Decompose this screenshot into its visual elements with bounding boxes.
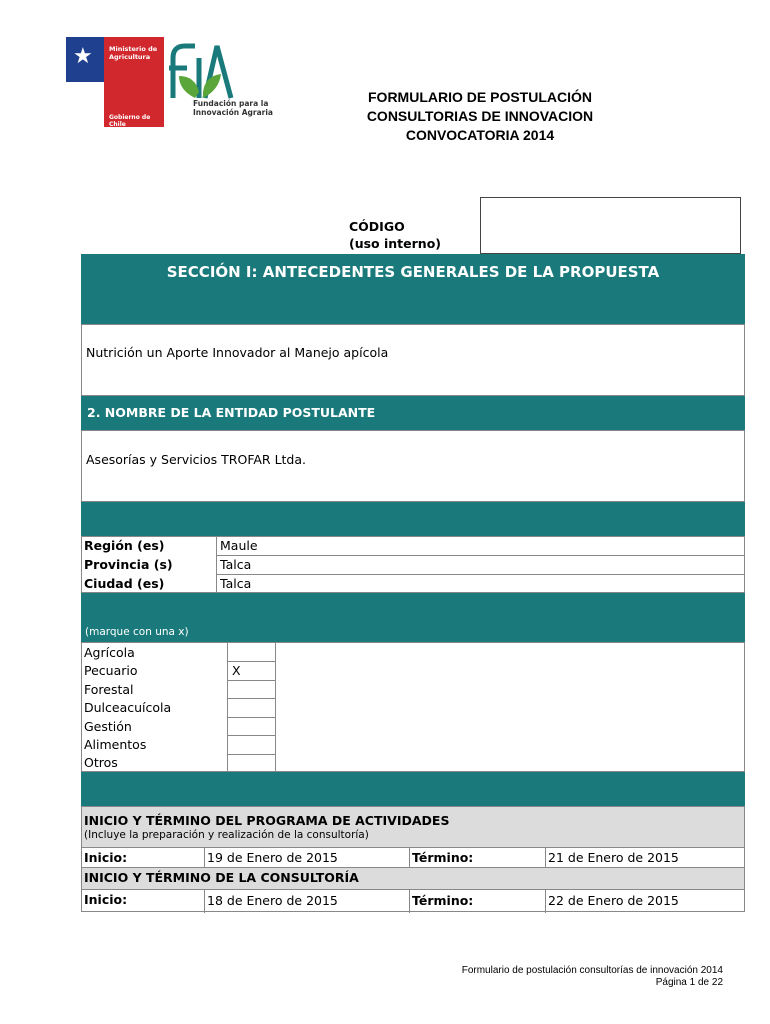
q5-header: 5. FECHAS DE INICIO Y TERMINO DE LA CONSULTORIA DE INNOVACION (81, 772, 745, 806)
consultoria-inicio-value[interactable]: 18 de Enero de 2015 (207, 893, 338, 908)
area-agricola-label: Agrícola (84, 645, 135, 660)
q4-table (81, 642, 745, 772)
program-dates-title: INICIO Y TÉRMINO DEL PROGRAMA DE ACTIVIDADES (84, 813, 450, 828)
q3-header: 3. LUGAR DE REALIZACION DE LA CONSULTORIA (81, 502, 745, 536)
consultoria-termino-value[interactable]: 22 de Enero de 2015 (548, 893, 679, 908)
program-termino-label: Término: (412, 850, 474, 865)
q1-field[interactable]: Nutrición un Aporte Innovador al Manejo apícola (81, 324, 745, 396)
fia-logo (165, 40, 245, 100)
q2-header: 2. NOMBRE DE LA ENTIDAD POSTULANTE (81, 396, 745, 430)
program-termino-value[interactable]: 21 de Enero de 2015 (548, 850, 679, 865)
star-icon: ★ (73, 44, 93, 69)
area-dulceacuicola-label: Dulceacuícola (84, 700, 172, 715)
ministerio-agricultura-logo: ★ Ministerio de Agricultura Gobierno de Chile (66, 37, 164, 127)
provincia-label: Provincia (s) (84, 557, 173, 572)
area-gestion-label: Gestión (84, 719, 132, 734)
area-pecuario-mark[interactable]: X (232, 663, 241, 678)
q3-table (81, 536, 745, 593)
region-value[interactable]: Maule (220, 538, 258, 553)
ciudad-label: Ciudad (es) (84, 576, 165, 591)
page-footer: Formulario de postulación consultorías de innovación 2014 Página 1 de 22 (461, 965, 723, 988)
q5-table: INICIO Y TÉRMINO DEL PROGRAMA DE ACTIVIDADES (Incluye la preparación y realización de la consultoría) Inicio: 19 de Enero de 2015 Término: 21 de Enero de 2015 INICIO Y TÉRMINO DE LA CONSULTORÍA Inicio: 18 de Enero de 2015 Término: 22 de Enero de 2015 (81, 806, 745, 912)
q1-header: 1. NOMBRE DE LA CONSULTORIA DE INNOVACION (81, 290, 745, 324)
codigo-field[interactable] (480, 197, 741, 254)
program-inicio-value[interactable]: 19 de Enero de 2015 (207, 850, 338, 865)
ciudad-value[interactable]: Talca (220, 576, 252, 591)
area-pecuario-label: Pecuario (84, 663, 138, 678)
q2-field[interactable]: Asesorías y Servicios TROFAR Ltda. (81, 430, 745, 502)
codigo-label: CÓDIGO (uso interno) (349, 219, 441, 251)
region-label: Región (es) (84, 538, 165, 553)
consultoria-inicio-label: Inicio: (84, 892, 128, 907)
area-otros-label: Otros (84, 755, 118, 770)
form-title: FORMULARIO DE POSTULACIÓN CONSULTORIAS DE INNOVACION CONVOCATORIA 2014 (366, 89, 594, 143)
area-alimentos-label: Alimentos (84, 737, 147, 752)
program-inicio-label: Inicio: (84, 850, 128, 865)
section-title: SECCIÓN I: ANTECEDENTES GENERALES DE LA PROPUESTA (81, 254, 745, 290)
consultoria-termino-label: Término: (412, 893, 474, 908)
area-forestal-label: Forestal (84, 682, 134, 697)
q4-header: 4. AREA O SECTOR DONDE SE ENMARCA LA CONSULTORIA DE INNOVACION (marque con una x) (81, 593, 745, 642)
consultoria-dates-title: INICIO Y TÉRMINO DE LA CONSULTORÍA (84, 870, 359, 885)
provincia-value[interactable]: Talca (220, 557, 252, 572)
